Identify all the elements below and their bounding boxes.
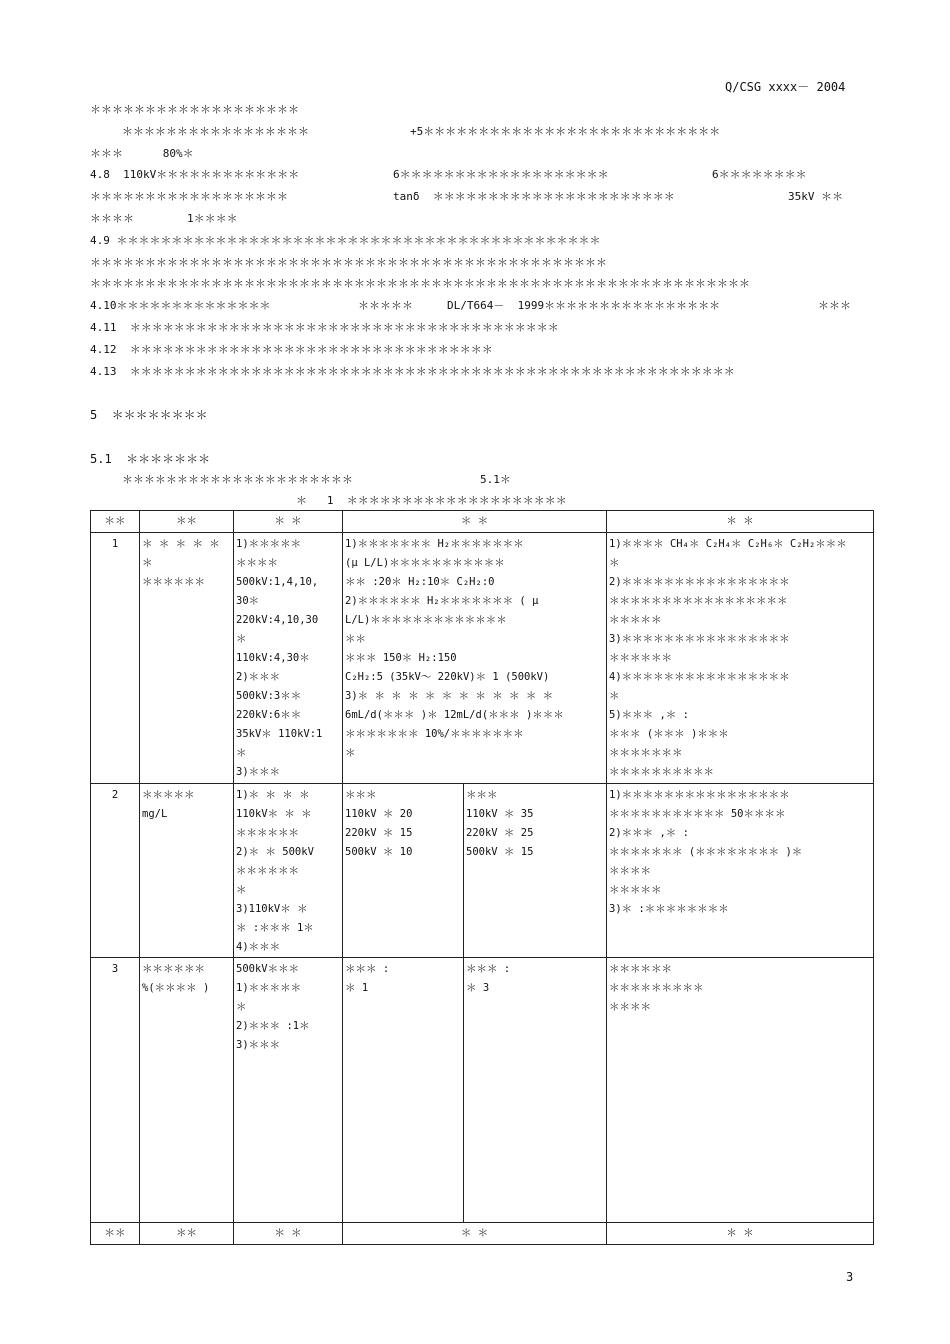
cycle-cell: 1)＊ ＊ ＊ ＊ 110kV＊ ＊ ＊ ＊＊＊＊＊＊ 2)＊ ＊ 500kV ＊＊＊＊＊＊ ＊ 3)110kV＊ ＊ ＊ :＊＊＊ 1＊ 4)＊＊＊ [234,784,343,958]
table-row [91,784,874,958]
footer-cell: ＊ ＊ [607,1223,874,1245]
body-line: ＊＊＊＊＊＊＊＊＊＊＊＊＊＊＊＊＊＊＊＊＊ [122,473,353,486]
table-caption: ＊ 1 ＊＊＊＊＊＊＊＊＊＊＊＊＊＊＊＊＊＊＊＊ [296,494,567,507]
body-line: ＊＊＊＊＊＊＊＊＊＊＊＊＊＊＊＊＊＊ [90,190,288,203]
header-cell: ＊＊ [140,511,234,533]
section-4-9: 4.9 ＊＊＊＊＊＊＊＊＊＊＊＊＊＊＊＊＊＊＊＊＊＊＊＊＊＊＊＊＊＊＊＊＊＊＊＊＊＊＊＊＊＊＊＊ [90,234,601,247]
item-cell: ＊ ＊ ＊ ＊ ＊ ＊ ＊＊＊＊＊＊ [140,533,234,784]
item-cell: ＊＊＊＊＊ mg/L [140,784,234,958]
header-cell: ＊＊ [91,511,140,533]
table-row [91,533,874,784]
footer-cell: ＊＊ [140,1223,234,1245]
note-cell: 1)＊＊＊＊ CH₄＊ C₂H₄＊ C₂H₆＊ C₂H₂＊＊＊ ＊ 2)＊＊＊＊＊＊＊＊＊＊＊＊＊＊＊＊ ＊＊＊＊＊＊＊＊＊＊＊＊＊＊＊＊＊ ＊＊＊＊＊ 3)＊＊＊＊＊＊＊＊＊＊＊＊＊＊＊＊ ＊＊＊＊＊＊ 4)＊＊＊＊＊＊＊＊＊＊＊＊＊＊＊＊ ＊ 5)＊＊＊ ,＊ : ＊＊＊ (＊＊＊ )＊＊＊ ＊＊＊＊＊＊＊ ＊＊＊＊＊＊＊＊＊＊ [607,533,874,784]
table-row [91,958,874,1223]
body-line: 35kV ＊＊ [788,190,844,203]
note-cell: ＊＊＊＊＊＊ ＊＊＊＊＊＊＊＊＊ ＊＊＊＊ [607,958,874,1223]
footer-cell: ＊ ＊ [234,1223,343,1245]
requirement-cell-a: ＊＊＊ : ＊ 1 [343,958,464,1223]
body-line: ＊＊＊＊＊ [358,299,413,312]
requirement-cell: 1)＊＊＊＊＊＊＊ H₂＊＊＊＊＊＊＊ (μ L/L)＊＊＊＊＊＊＊＊＊＊＊ ＊＊ :20＊ H₂:10＊ C₂H₂:0 2)＊＊＊＊＊＊ H₂＊＊＊＊＊＊＊ ( μ L/L)＊＊＊＊＊＊＊＊＊＊＊＊＊ ＊＊ ＊＊＊ 150＊ H₂:150 C₂H₂:5 (35kV～ 220kV)＊ 1 (500kV) 3)＊ ＊ ＊ ＊ ＊ ＊ ＊ ＊ ＊ ＊ ＊ ＊ 6mL/d(＊＊＊ )＊ 12mL/d(＊＊＊ )＊＊＊ ＊＊＊＊＊＊＊ 10%/＊＊＊＊＊＊＊ ＊ [343,533,607,784]
body-line: tanδ ＊＊＊＊＊＊＊＊＊＊＊＊＊＊＊＊＊＊＊＊＊＊ [393,190,675,203]
body-line: 6＊＊＊＊＊＊＊＊＊＊＊＊＊＊＊＊＊＊＊ [393,168,609,181]
section-4-13: 4.13 ＊＊＊＊＊＊＊＊＊＊＊＊＊＊＊＊＊＊＊＊＊＊＊＊＊＊＊＊＊＊＊＊＊＊＊＊＊＊＊＊＊＊＊＊＊＊＊＊＊＊＊＊＊＊＊ [90,365,735,378]
body-line: ＊＊＊ 80%＊ [90,147,194,160]
requirement-cell-b: ＊＊＊ : ＊ 3 [464,958,607,1223]
header-cell: ＊ ＊ [234,511,343,533]
requirement-cell-b: ＊＊＊ 110kV ＊ 35 220kV ＊ 25 500kV ＊ 15 [464,784,607,958]
body-line: ＊＊＊＊＊＊＊＊＊＊＊＊＊＊＊＊＊ [122,125,309,138]
note-cell: 1)＊＊＊＊＊＊＊＊＊＊＊＊＊＊＊＊ ＊＊＊＊＊＊＊＊＊＊＊ 50＊＊＊＊ 2)＊＊＊ ,＊ : ＊＊＊＊＊＊＊ (＊＊＊＊＊＊＊＊ )＊ ＊＊＊＊ ＊＊＊＊＊ 3)＊ :＊＊＊＊＊＊＊＊ [607,784,874,958]
section-4-8: 4.8 110kV＊＊＊＊＊＊＊＊＊＊＊＊＊ [90,168,300,181]
body-line: 5.1＊ [480,473,511,486]
cycle-cell: 500kV＊＊＊ 1)＊＊＊＊＊ ＊ 2)＊＊＊ :1＊ 3)＊＊＊ [234,958,343,1223]
body-line: ＊＊＊＊＊＊＊＊＊＊＊＊＊＊＊＊＊＊＊ [90,103,299,116]
table-footer-row [91,1223,874,1245]
requirement-cell-a: ＊＊＊ 110kV ＊ 20 220kV ＊ 15 500kV ＊ 10 [343,784,464,958]
section-5-1-heading: 5.1 ＊＊＊＊＊＊＊ [90,452,211,466]
section-4-12: 4.12 ＊＊＊＊＊＊＊＊＊＊＊＊＊＊＊＊＊＊＊＊＊＊＊＊＊＊＊＊＊＊＊＊＊ [90,343,493,356]
section-5-heading: 5 ＊＊＊＊＊＊＊＊ [90,408,208,422]
body-line: ＊＊＊＊＊＊＊＊＊＊＊＊＊＊＊＊＊＊＊＊＊＊＊＊＊＊＊＊＊＊＊＊＊＊＊＊＊＊＊＊＊＊＊＊＊＊＊ [90,256,607,269]
section-4-10: 4.10＊＊＊＊＊＊＊＊＊＊＊＊＊＊ [90,299,271,312]
body-line: +5＊＊＊＊＊＊＊＊＊＊＊＊＊＊＊＊＊＊＊＊＊＊＊＊＊＊＊ [410,125,721,138]
header-cell: ＊ ＊ [607,511,874,533]
section-4-11: 4.11 ＊＊＊＊＊＊＊＊＊＊＊＊＊＊＊＊＊＊＊＊＊＊＊＊＊＊＊＊＊＊＊＊＊＊＊＊＊＊＊ [90,321,559,334]
doc-code: Q/CSG xxxx－ 2004 [725,80,846,94]
body-line: 6＊＊＊＊＊＊＊＊ [712,168,807,181]
body-line: ＊＊＊＊ 1＊＊＊＊ [90,212,238,225]
test-items-table [90,510,874,1245]
cycle-cell: 1)＊＊＊＊＊ ＊＊＊＊ 500kV:1,4,10, 30＊ 220kV:4,10,30 ＊ 110kV:4,30＊ 2)＊＊＊ 500kV:3＊＊ 220kV:6＊＊ 35kV＊ 110kV:1 ＊ 3)＊＊＊ [234,533,343,784]
item-cell: ＊＊＊＊＊＊ %(＊＊＊＊ ) [140,958,234,1223]
row-number: 1 [91,533,140,784]
table-header-row [91,511,874,533]
body-line: DL/T664－ 1999＊＊＊＊＊＊＊＊＊＊＊＊＊＊＊＊ [447,299,721,312]
row-number: 3 [91,958,140,1223]
row-number: 2 [91,784,140,958]
page-number: 3 [846,1270,854,1284]
header-cell: ＊ ＊ [343,511,607,533]
body-line: ＊＊＊ [818,299,851,312]
footer-cell: ＊ ＊ [343,1223,607,1245]
footer-cell: ＊＊ [91,1223,140,1245]
body-line: ＊＊＊＊＊＊＊＊＊＊＊＊＊＊＊＊＊＊＊＊＊＊＊＊＊＊＊＊＊＊＊＊＊＊＊＊＊＊＊＊＊＊＊＊＊＊＊＊＊＊＊＊＊＊＊＊＊＊＊＊ [90,277,750,290]
